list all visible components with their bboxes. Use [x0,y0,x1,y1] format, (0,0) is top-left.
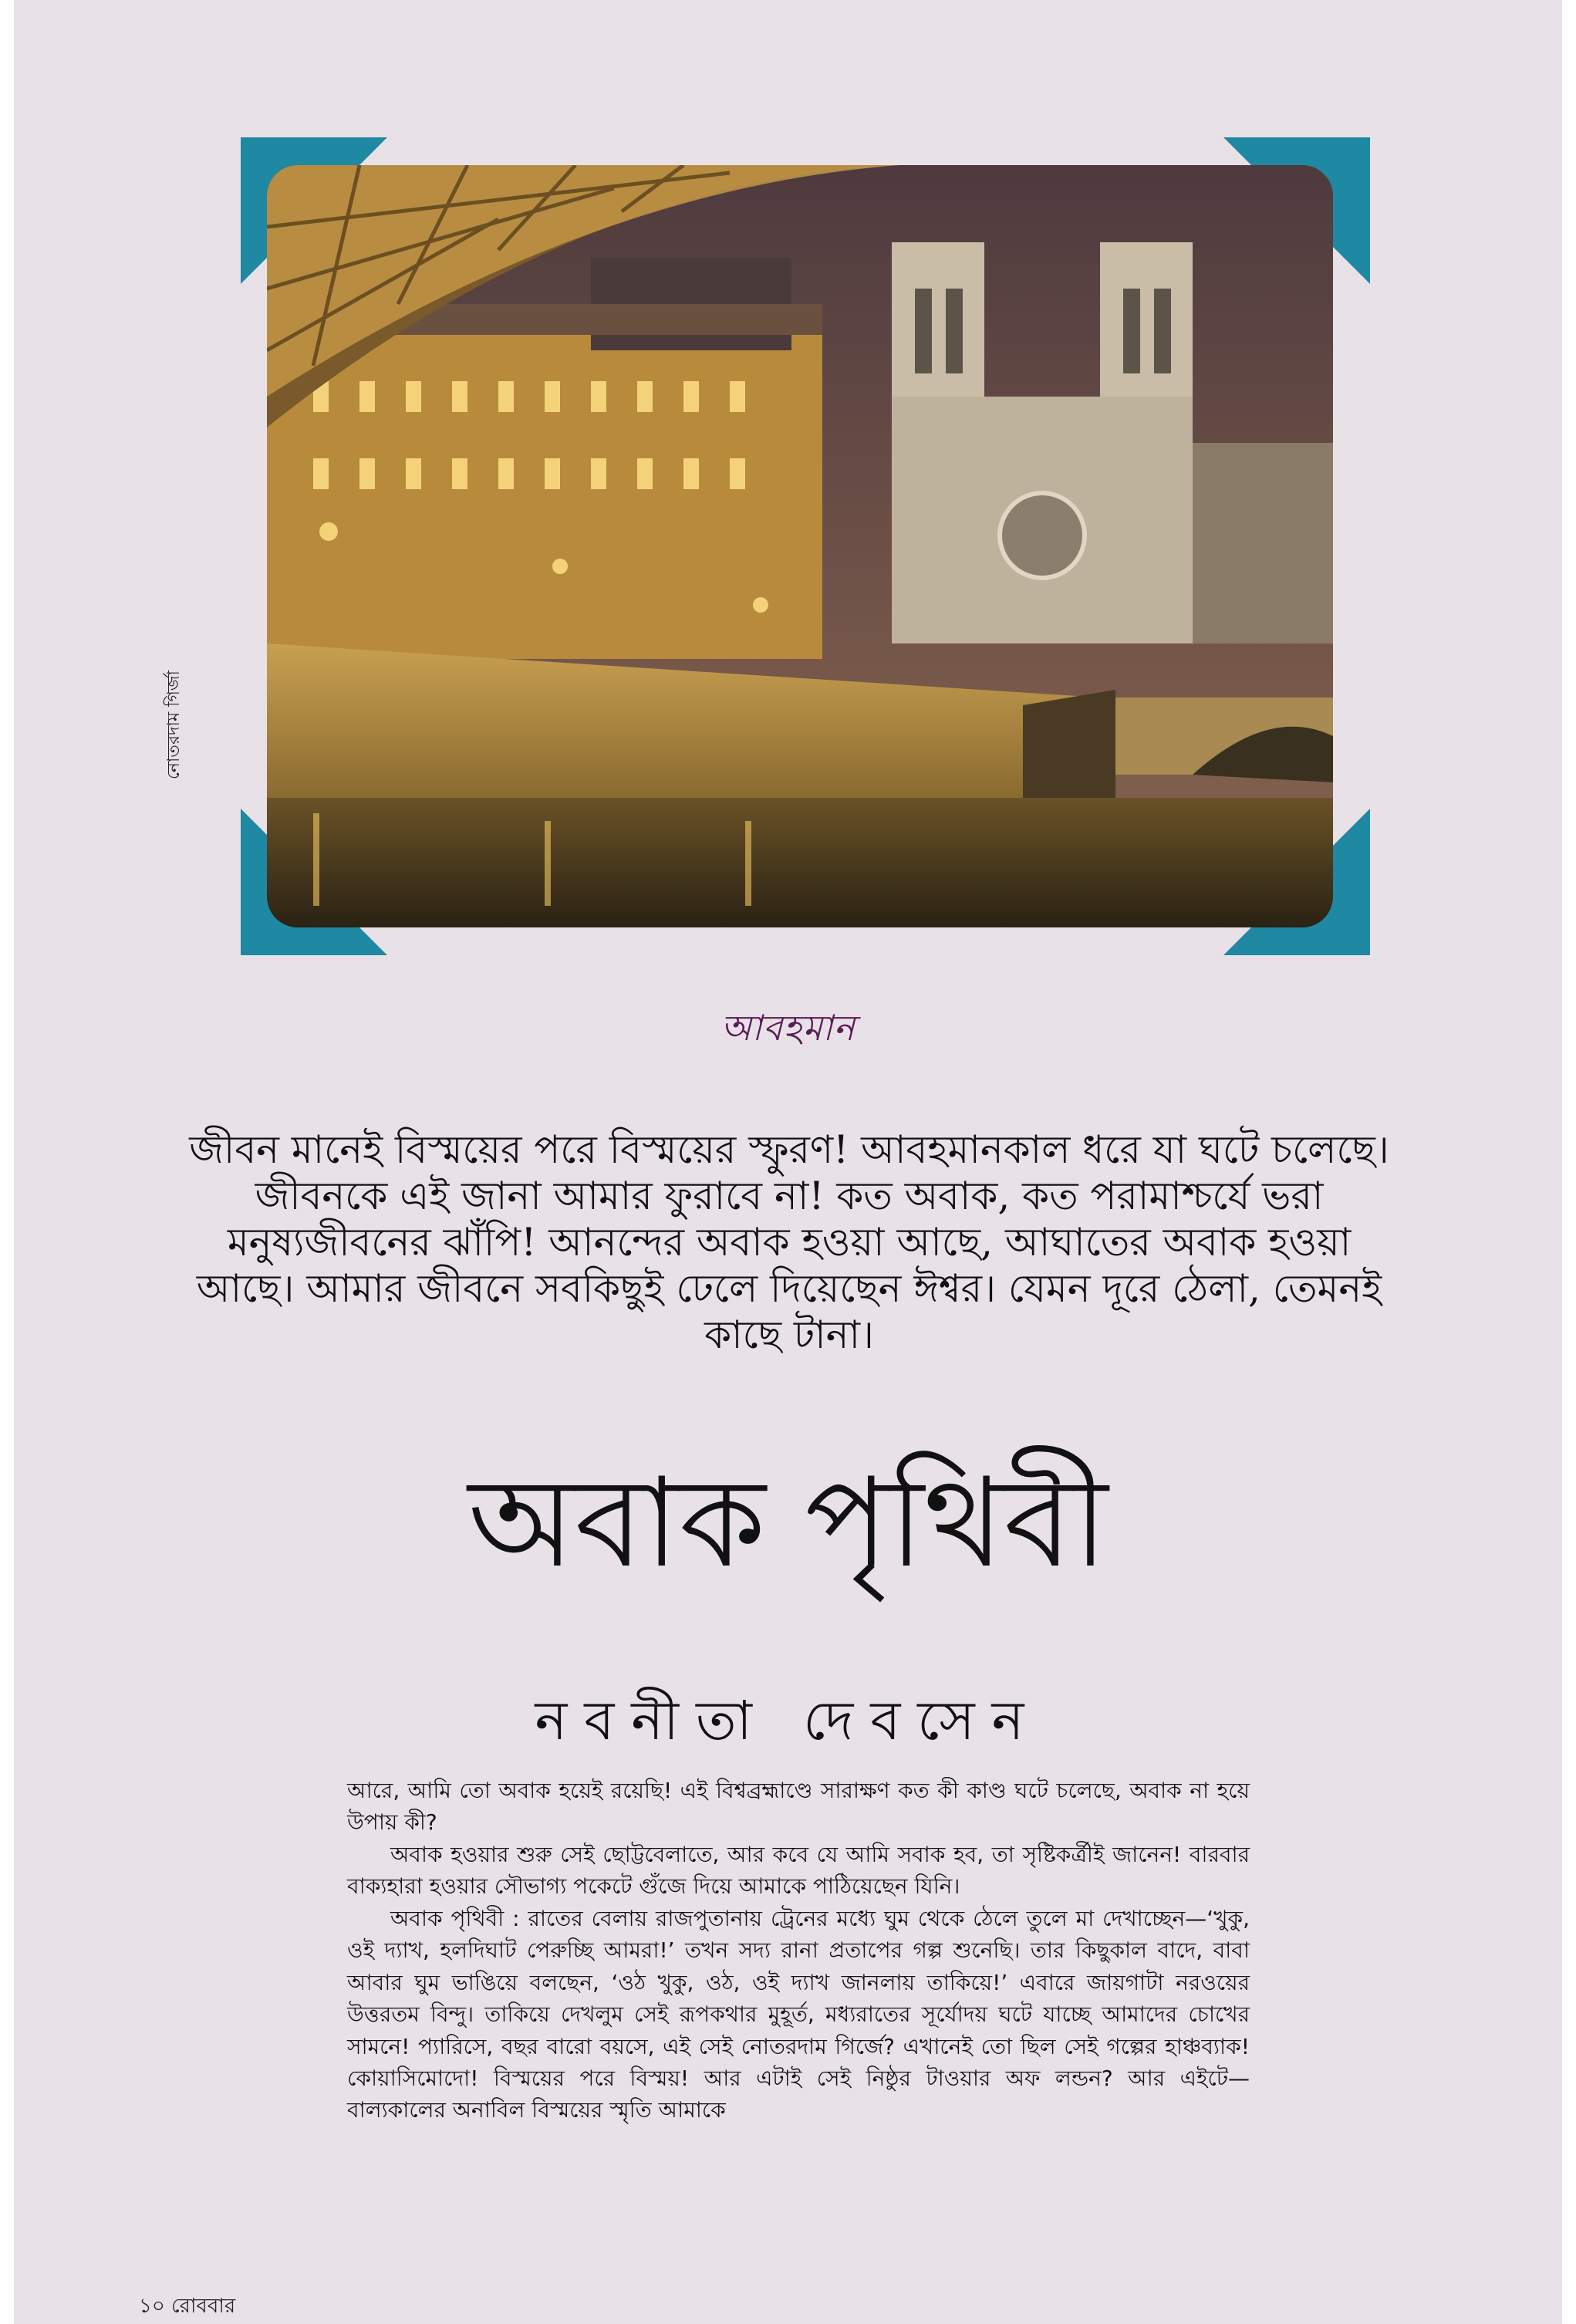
photo-credit: নোতরদাম গির্জা [164,671,184,779]
photo-frame [241,137,1370,955]
body-paragraph: আরে, আমি তো অবাক হয়েই রয়েছি! এই বিশ্বব্রহ্মাণ্ডে সারাক্ষণ কত কী কাণ্ড ঘটে চলেছে, অবাক না হয়ে উপায় কী? [347,1778,1250,1836]
article-title: অবাক পৃথিবী [467,1451,1109,1595]
body-paragraph: অবাক পৃথিবী : রাতের বেলায় রাজপুতানায় ট্রেনের মধ্যে ঘুম থেকে ঠেলে তুলে মা দেখাচ্ছেন—‘খুকু, ওই দ্যাখ, হলদিঘাট পেরুচ্ছি আমরা!’ তখন সদ্য রানা প্রতাপের গল্প শুনেছি। তার কিছুকাল বাদে, বাবা আবার ঘুম ভাঙিয়ে বলছেন, ‘ওঠ খুকু, ওঠ, ওই দ্যাখ জানলায় তাকিয়ে!’ এবারে জায়গাটা নরওয়ের উত্তরতম বিন্দু। তাকিয়ে দেখলুম সেই রূপকথার মুহূর্ত, মধ্যরাতের সূর্যোদয় ঘটে যাচ্ছে আমাদের চোখের সামনে! প্যারিসে, বছর বারো বয়সে, এই সেই নোতরদাম গির্জে? এখানেই তো ছিল সেই গল্পের হাঞ্চব্যাক! কোয়াসিমোদো! বিস্ময়ের পরে বিস্ময়! আর এটাই সেই নিষ্ঠুর টাওয়ার অফ লন্ডন? আর এইটে—বাল্যকালের অনাবিল বিস্ময়ের স্মৃতি আমাকে [347,1905,1250,2123]
article-body [347,1775,1250,2126]
article-author: নবনীতা দেবসেন [535,1689,1041,1752]
notre-dame-photo [267,165,1333,927]
intro-text: জীবন মানেই বিস্ময়ের পরে বিস্ময়ের স্ফুরণ! আবহমানকাল ধরে যা ঘটে চলেছে। জীবনকে এই জানা আমার ফুরাবে না! কত অবাক, কত পরামাশ্চর্যে ভরা মনুষ্যজীবনের ঝাঁপি! আনন্দের অবাক হওয়া আছে, আঘাতের অবাক হওয়া আছে। আমার জীবনে সবকিছুই ঢেলে দিয়েছেন ঈশ্বর। যেমন দূরে ঠেলা, তেমনই কাছে টানা। [189,1127,1389,1357]
column-logo: আবহমান [721,1007,855,1049]
body-paragraph: অবাক হওয়ার শুরু সেই ছোট্টবেলাতে, আর কবে যে আমি সবাক হব, তা সৃষ্টিকর্ত্রীই জানেন! বারবার বাক্যহারা হওয়ার সৌভাগ্য পকেটে গুঁজে দিয়ে আমাকে পাঠিয়েছেন যিনি। [347,1841,1250,1900]
intro-paragraph [176,1127,1402,1358]
page-footer: ১০ রোববার [139,2295,236,2318]
magazine-page [14,0,1562,2324]
